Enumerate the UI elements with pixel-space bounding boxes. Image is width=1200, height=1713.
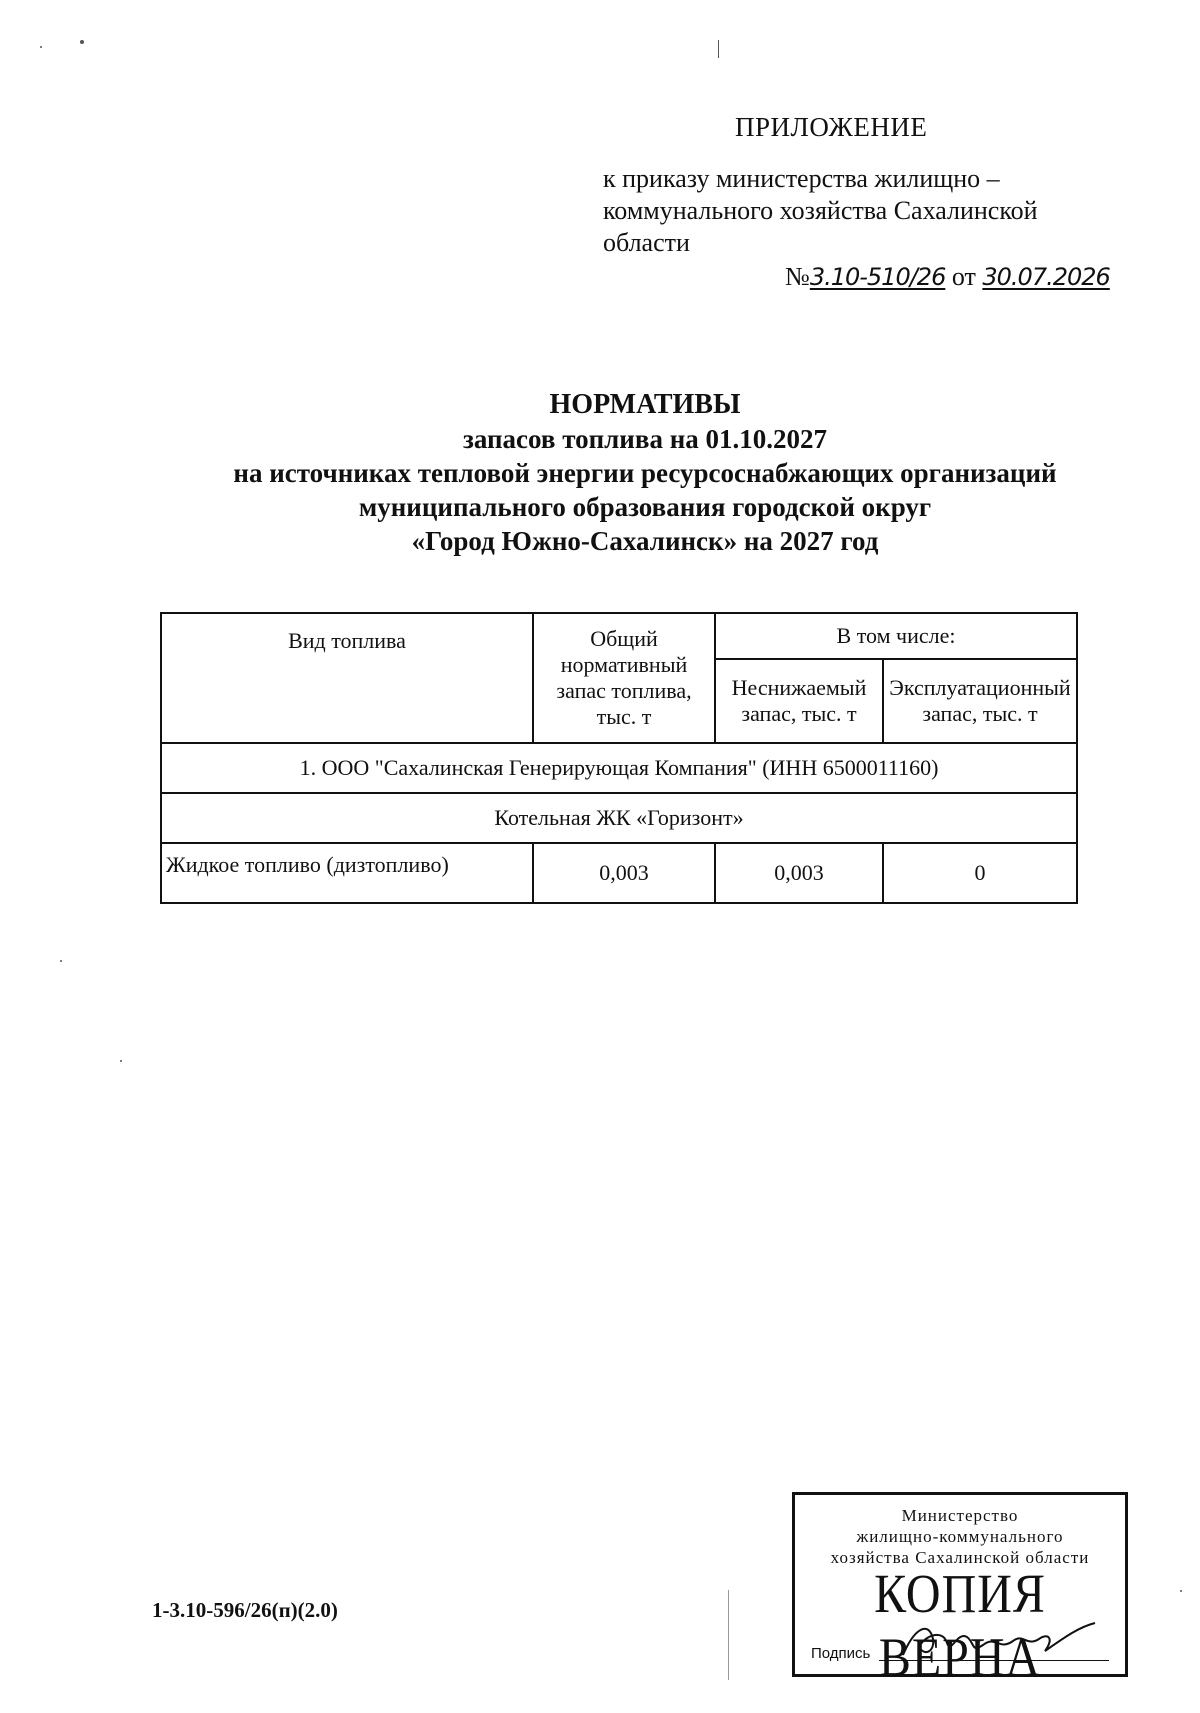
cell-fuel: Жидкое топливо (дизтопливо) — [161, 843, 533, 903]
scan-speck — [120, 1060, 122, 1062]
heading-line: запасов топлива на 01.10.2027 — [463, 424, 827, 454]
scan-speck — [1180, 1590, 1182, 1592]
stamp-line: хозяйства Сахалинской области — [830, 1548, 1090, 1567]
stamp-line: жилищно-коммунального — [856, 1527, 1064, 1546]
document-heading — [0, 388, 1200, 558]
heading-line: муниципального образования городской округ — [358, 492, 932, 522]
facility-row: Котельная ЖК «Горизонт» — [161, 793, 1077, 843]
document-code: 1-3.10-596/26(п)(2.0) — [152, 1598, 338, 1622]
scan-speck — [60, 960, 62, 962]
fuel-norms-table — [160, 612, 1078, 904]
order-number-prefix: № — [785, 262, 810, 291]
header-fuel-type: Вид топлива — [161, 613, 533, 743]
header-irreducible: Неснижаемый запас, тыс. т — [715, 659, 883, 743]
heading-line: на источниках тепловой энергии ресурсоснабжающих организаций — [233, 458, 1057, 488]
scan-speck — [80, 40, 84, 44]
cell-irreducible: 0,003 — [715, 843, 883, 903]
appendix-title: ПРИЛОЖЕНИЕ — [735, 112, 928, 142]
heading-line: «Город Южно-Сахалинск» на 2027 год — [411, 526, 879, 556]
signature-icon — [895, 1617, 1105, 1665]
stamp-line: Министерство — [901, 1506, 1019, 1525]
table-row — [161, 843, 1077, 903]
stamp-issuer — [795, 1505, 1125, 1568]
scan-speck — [728, 1590, 729, 1680]
scan-speck — [40, 46, 42, 48]
header-including: В том числе: — [715, 613, 1077, 659]
cell-operational: 0 — [883, 843, 1077, 903]
header-operational: Эксплуатационный запас, тыс. т — [883, 659, 1077, 743]
order-number: 3.10-510/26 — [809, 263, 946, 291]
certified-copy-stamp — [792, 1492, 1128, 1689]
order-date: 30.07.2026 — [982, 263, 1110, 291]
stamp-main-text: КОПИЯ ВЕРНА — [874, 1563, 1046, 1689]
order-reference: к приказу министерства жилищно – коммунального хозяйства Сахалинской области — [603, 164, 1038, 257]
heading-title: НОРМАТИВЫ — [549, 389, 741, 420]
cell-total: 0,003 — [533, 843, 715, 903]
scan-speck — [718, 40, 719, 58]
stamp-signature-label: Подпись — [811, 1645, 871, 1662]
organization-row: 1. ООО "Сахалинская Генерирующая Компания" (ИНН 6500011160) — [161, 743, 1077, 793]
header-total: Общий нормативный запас топлива, тыс. т — [533, 613, 715, 743]
order-number-line — [785, 262, 1110, 292]
order-date-connector: от — [951, 262, 976, 291]
